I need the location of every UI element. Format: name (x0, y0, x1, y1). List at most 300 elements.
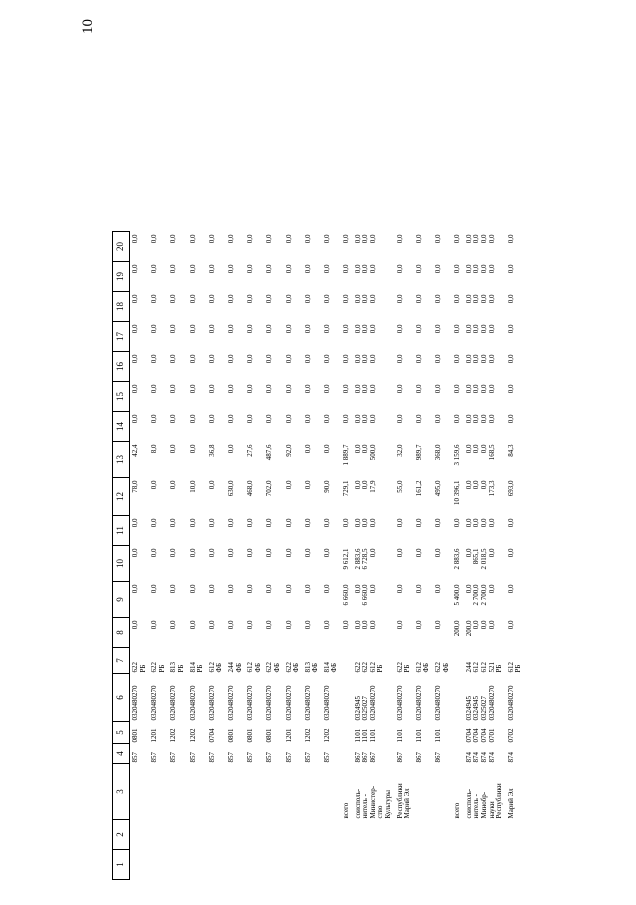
cell-line: 0,0 (207, 354, 216, 364)
table-row (264, 232, 283, 880)
cell-col-6 (130, 674, 150, 722)
cell-col-4 (188, 744, 207, 764)
cell-col-11 (149, 516, 168, 546)
table-row (322, 232, 341, 880)
column-header-2: 2 (113, 820, 130, 850)
cell-line: науки (487, 801, 496, 819)
cell-line: Марий Эл (506, 788, 515, 819)
cell-col-11 (168, 516, 187, 546)
cell-col-11 (506, 516, 525, 546)
cell-line: 0,0 (169, 354, 178, 364)
cell-col-11 (322, 516, 341, 546)
cell-col-6 (433, 674, 452, 722)
cell-line: 0,0 (414, 294, 423, 304)
cell-col-18 (149, 292, 168, 322)
cell-line: 0,0 (303, 518, 312, 528)
cell-line: 0,0 (303, 264, 312, 274)
cell-line: 0,0 (246, 620, 255, 630)
cell-col-14 (433, 412, 452, 442)
cell-line: 0,0 (395, 584, 404, 594)
cell-col-15 (452, 382, 464, 412)
cell-col-20 (303, 232, 322, 262)
cell-line: 0320480270 (284, 685, 293, 721)
cell-col-14 (207, 412, 226, 442)
cell-col-9 (168, 582, 187, 618)
cell-line: 0,0 (265, 354, 274, 364)
cell-line: 813 (303, 662, 312, 673)
cell-line: 1 889,7 (342, 444, 351, 466)
cell-line: 2 883,6 (353, 548, 362, 570)
cell-col-15 (245, 382, 264, 412)
cell-col-13 (353, 442, 395, 478)
cell-line: 200,0 (464, 620, 473, 637)
column-header-9: 9 (113, 582, 130, 618)
cell-col-7 (464, 648, 506, 674)
cell-col-10 (322, 546, 341, 582)
cell-line: 0,0 (342, 518, 351, 528)
cell-line: 27,6 (246, 444, 255, 457)
cell-col-19 (207, 262, 226, 292)
cell-col-13 (322, 442, 341, 478)
table-row (395, 232, 414, 880)
cell-col-9 (322, 582, 341, 618)
cell-col-4 (149, 744, 168, 764)
cell-col-20 (226, 232, 245, 262)
cell-line: 0,0 (479, 324, 488, 334)
cell-line: 2 700,0 (479, 584, 488, 606)
cell-line: ФБ (292, 662, 301, 673)
cell-line: 622 (395, 662, 404, 673)
cell-line: 0,0 (434, 324, 442, 334)
cell-line: 0,0 (131, 384, 139, 394)
cell-col-3 (264, 764, 283, 820)
cell-col-14 (264, 412, 283, 442)
column-header-20: 20 (113, 232, 130, 262)
cell-col-4 (433, 744, 452, 764)
cell-col-16 (188, 352, 207, 382)
cell-line: 612 (207, 662, 216, 673)
cell-col-11 (264, 516, 283, 546)
cell-col-8 (149, 618, 168, 648)
cell-col-18 (353, 292, 395, 322)
cell-line: 0320480270 (207, 685, 216, 721)
cell-line: 0,0 (487, 620, 496, 630)
cell-line: 0,0 (169, 234, 178, 244)
cell-line: 3 159,6 (453, 444, 462, 466)
cell-col-7 (414, 648, 433, 674)
cell-line: 0,0 (150, 620, 159, 630)
cell-col-1 (506, 850, 525, 880)
cell-col-13 (433, 442, 452, 478)
cell-col-5 (284, 722, 303, 744)
cell-col-7 (284, 648, 303, 674)
cell-line: 0,0 (322, 584, 331, 594)
cell-col-3 (130, 764, 150, 820)
cell-col-1 (433, 850, 452, 880)
cell-col-1 (207, 850, 226, 880)
cell-col-5 (433, 722, 452, 744)
cell-col-2 (433, 820, 452, 850)
cell-line: 6 660,0 (361, 584, 370, 606)
cell-col-12 (353, 478, 395, 516)
cell-col-20 (414, 232, 433, 262)
cell-line: 0,0 (303, 444, 312, 454)
cell-col-18 (284, 292, 303, 322)
cell-line: 0,0 (414, 518, 423, 528)
cell-col-4 (168, 744, 187, 764)
cell-col-1 (264, 850, 283, 880)
cell-line: 0,0 (479, 620, 488, 630)
cell-line: 0801 (265, 728, 274, 743)
cell-line: 0,0 (479, 414, 488, 424)
table-row (506, 232, 525, 880)
cell-line: 0,0 (246, 584, 255, 594)
table-row (284, 232, 303, 880)
cell-col-19 (322, 262, 341, 292)
cell-line: 857 (265, 752, 274, 763)
table-row (414, 232, 433, 880)
cell-line: 6 660,0 (342, 584, 351, 606)
cell-col-4 (322, 744, 341, 764)
cell-col-2 (303, 820, 322, 850)
cell-line: 0,0 (479, 384, 488, 394)
cell-col-3 (341, 764, 353, 820)
cell-col-10 (506, 546, 525, 582)
cell-line: 78,0 (131, 480, 139, 493)
cell-col-14 (322, 412, 341, 442)
cell-col-6 (506, 674, 525, 722)
table-row (433, 232, 452, 880)
cell-col-20 (264, 232, 283, 262)
cell-col-19 (245, 262, 264, 292)
cell-col-8 (506, 618, 525, 648)
cell-col-1 (395, 850, 414, 880)
cell-line: 0,0 (464, 354, 473, 364)
cell-line: 0,0 (414, 584, 423, 594)
cell-line: 0,0 (506, 548, 515, 558)
cell-col-10 (207, 546, 226, 582)
cell-col-14 (168, 412, 187, 442)
cell-col-6 (395, 674, 414, 722)
cell-line: 0,0 (322, 264, 331, 274)
cell-line: 0,0 (265, 234, 274, 244)
cell-col-18 (341, 292, 353, 322)
cell-line: 0320480270 (368, 685, 377, 721)
cell-line: 729,1 (342, 480, 351, 497)
cell-col-13 (452, 442, 464, 478)
cell-line: 1101 (414, 728, 423, 743)
cell-line: 0801 (226, 728, 235, 743)
cell-line: 2 700,0 (472, 584, 481, 606)
cell-line: 1101 (368, 728, 377, 743)
cell-line: 0,0 (434, 518, 442, 528)
cell-col-13 (341, 442, 353, 478)
cell-line: 0,0 (150, 480, 159, 490)
cell-line: 0,0 (207, 584, 216, 594)
cell-line: всего (342, 802, 351, 819)
cell-line: 0,0 (479, 294, 488, 304)
cell-col-1 (245, 850, 264, 880)
cell-col-5 (226, 722, 245, 744)
cell-line: 0,0 (169, 548, 178, 558)
cell-col-18 (245, 292, 264, 322)
cell-col-6 (207, 674, 226, 722)
cell-line: 0,0 (361, 414, 370, 424)
cell-col-14 (506, 412, 525, 442)
cell-line: 0,0 (434, 414, 442, 424)
cell-col-14 (464, 412, 506, 442)
cell-col-15 (188, 382, 207, 412)
cell-col-19 (303, 262, 322, 292)
cell-line: ФБ (215, 662, 224, 673)
cell-col-13 (464, 442, 506, 478)
cell-col-7 (395, 648, 414, 674)
cell-line: 1101 (434, 728, 442, 743)
cell-line: 0,0 (150, 234, 159, 244)
cell-line: 0,0 (226, 354, 235, 364)
cell-col-12 (464, 478, 506, 516)
cell-line: 0,0 (207, 234, 216, 244)
table-row (303, 232, 322, 880)
cell-line: 0,0 (322, 414, 331, 424)
cell-col-15 (341, 382, 353, 412)
cell-col-19 (414, 262, 433, 292)
cell-line: 867 (368, 752, 377, 763)
cell-col-12 (452, 478, 464, 516)
cell-col-12 (284, 478, 303, 516)
cell-col-10 (264, 546, 283, 582)
cell-col-18 (464, 292, 506, 322)
cell-line: 0,0 (361, 264, 370, 274)
cell-line: Министер- (368, 785, 377, 819)
cell-col-19 (341, 262, 353, 292)
cell-col-14 (303, 412, 322, 442)
cell-line: 0,0 (361, 518, 370, 528)
cell-line: 0,0 (284, 414, 293, 424)
cell-col-5 (207, 722, 226, 744)
cell-line: 0,0 (303, 384, 312, 394)
cell-line: 0,0 (506, 294, 515, 304)
cell-col-14 (395, 412, 414, 442)
cell-col-2 (149, 820, 168, 850)
cell-col-18 (452, 292, 464, 322)
cell-line: РБ (514, 664, 523, 673)
cell-col-5 (341, 722, 353, 744)
cell-col-15 (168, 382, 187, 412)
cell-col-11 (130, 516, 150, 546)
cell-col-2 (452, 820, 464, 850)
cell-line: 867 (434, 752, 442, 763)
cell-line: 867 (361, 752, 370, 763)
cell-line: 244 (226, 662, 235, 673)
cell-line: 36,8 (207, 444, 216, 457)
cell-col-20 (188, 232, 207, 262)
cell-line: 702,0 (265, 480, 274, 497)
cell-col-4 (264, 744, 283, 764)
cell-line: 0,0 (131, 584, 139, 594)
cell-line: 0,0 (395, 620, 404, 630)
cell-line: 0,0 (434, 354, 442, 364)
cell-line: 0320480270 (246, 685, 255, 721)
cell-line: 0,0 (472, 264, 481, 274)
cell-col-14 (149, 412, 168, 442)
cell-col-17 (506, 322, 525, 352)
cell-col-2 (341, 820, 353, 850)
cell-col-5 (353, 722, 395, 744)
cell-col-9 (284, 582, 303, 618)
cell-line: 0,0 (342, 324, 351, 334)
cell-line: 1201 (284, 728, 293, 743)
cell-line: 6 728,5 (361, 548, 370, 570)
cell-col-7 (322, 648, 341, 674)
cell-col-9 (395, 582, 414, 618)
cell-line: 0,0 (169, 444, 178, 454)
cell-line: РБ (157, 664, 166, 673)
cell-line: 857 (284, 752, 293, 763)
cell-line: 0,0 (226, 620, 235, 630)
cell-line: 0,0 (131, 414, 139, 424)
cell-col-12 (188, 478, 207, 516)
cell-line: 857 (226, 752, 235, 763)
cell-line: 0,0 (342, 384, 351, 394)
cell-line: 0320480270 (150, 685, 159, 721)
cell-col-20 (245, 232, 264, 262)
cell-col-16 (322, 352, 341, 382)
cell-line: 168,5 (487, 444, 496, 461)
cell-line: 0,0 (414, 234, 423, 244)
cell-col-17 (341, 322, 353, 352)
cell-col-20 (341, 232, 353, 262)
cell-col-8 (284, 618, 303, 648)
cell-col-10 (303, 546, 322, 582)
cell-col-15 (207, 382, 226, 412)
cell-line: 622 (434, 662, 442, 673)
cell-line: 0702 (506, 728, 515, 743)
cell-line: 0,0 (453, 294, 462, 304)
cell-line: РБ (138, 664, 147, 673)
cell-line: 622 (353, 662, 362, 673)
cell-line: 0,0 (434, 548, 442, 558)
cell-line: 0701 (487, 728, 496, 743)
cell-col-15 (414, 382, 433, 412)
cell-col-17 (188, 322, 207, 352)
cell-col-17 (130, 322, 150, 352)
cell-col-12 (264, 478, 283, 516)
cell-line: 0,0 (487, 584, 496, 594)
cell-line: 0,0 (131, 518, 139, 528)
cell-line: 0320480270 (322, 685, 331, 721)
cell-col-15 (264, 382, 283, 412)
cell-col-15 (322, 382, 341, 412)
column-header-11: 11 (113, 516, 130, 546)
cell-line: 0,0 (395, 264, 404, 274)
column-header-14: 14 (113, 412, 130, 442)
cell-line: 0,0 (246, 264, 255, 274)
cell-line: 0,0 (434, 294, 442, 304)
cell-line: 0,0 (368, 414, 377, 424)
table-row (452, 232, 464, 880)
cell-col-10 (168, 546, 187, 582)
cell-line: 0,0 (131, 354, 139, 364)
cell-col-8 (414, 618, 433, 648)
cell-line: ФБ (253, 662, 262, 673)
cell-col-12 (130, 478, 150, 516)
cell-line: 0,0 (150, 548, 159, 558)
column-header-17: 17 (113, 322, 130, 352)
cell-col-16 (452, 352, 464, 382)
cell-line: 874 (479, 752, 488, 763)
cell-line: 0,0 (479, 354, 488, 364)
cell-line: 0,0 (434, 384, 442, 394)
cell-line: 0,0 (303, 548, 312, 558)
cell-col-9 (341, 582, 353, 618)
cell-line: 0,0 (506, 584, 515, 594)
cell-line: 2 018,5 (479, 548, 488, 570)
cell-line: 622 (284, 662, 293, 673)
cell-col-15 (284, 382, 303, 412)
cell-line: Культуры (384, 790, 393, 819)
cell-line: 857 (246, 752, 255, 763)
cell-line: 0,0 (342, 354, 351, 364)
cell-col-17 (207, 322, 226, 352)
cell-col-13 (264, 442, 283, 478)
cell-col-10 (433, 546, 452, 582)
cell-line: 0,0 (353, 294, 362, 304)
cell-col-9 (353, 582, 395, 618)
cell-line: 0,0 (246, 384, 255, 394)
cell-col-16 (264, 352, 283, 382)
cell-line: 0704 (207, 728, 216, 743)
cell-col-11 (245, 516, 264, 546)
cell-line: 0,0 (368, 264, 377, 274)
cell-line: 0,0 (453, 264, 462, 274)
cell-col-8 (353, 618, 395, 648)
cell-col-20 (452, 232, 464, 262)
cell-line: 0,0 (265, 584, 274, 594)
cell-line: 0,0 (487, 354, 496, 364)
cell-line: 0,0 (368, 584, 377, 594)
cell-col-17 (226, 322, 245, 352)
cell-col-17 (433, 322, 452, 352)
cell-col-3 (207, 764, 226, 820)
cell-col-12 (168, 478, 187, 516)
cell-line: 0,0 (353, 264, 362, 274)
cell-col-4 (207, 744, 226, 764)
cell-line: 0,0 (453, 518, 462, 528)
cell-col-6 (168, 674, 187, 722)
cell-col-13 (284, 442, 303, 478)
cell-col-6 (353, 674, 395, 722)
cell-line: 857 (150, 752, 159, 763)
cell-col-2 (284, 820, 303, 850)
cell-col-8 (245, 618, 264, 648)
cell-line: 0,0 (226, 324, 235, 334)
cell-line: 0,0 (506, 414, 515, 424)
cell-line: 0,0 (284, 234, 293, 244)
cell-col-2 (506, 820, 525, 850)
cell-col-1 (452, 850, 464, 880)
cell-col-6 (414, 674, 433, 722)
cell-line: 0,0 (342, 294, 351, 304)
cell-col-8 (207, 618, 226, 648)
cell-line: 92,0 (284, 444, 293, 457)
column-header-4: 4 (113, 744, 130, 764)
cell-line: 857 (322, 752, 331, 763)
cell-line: 0,0 (472, 620, 481, 630)
cell-col-18 (168, 292, 187, 322)
cell-line: 0,0 (342, 234, 351, 244)
cell-line: 0,0 (169, 620, 178, 630)
